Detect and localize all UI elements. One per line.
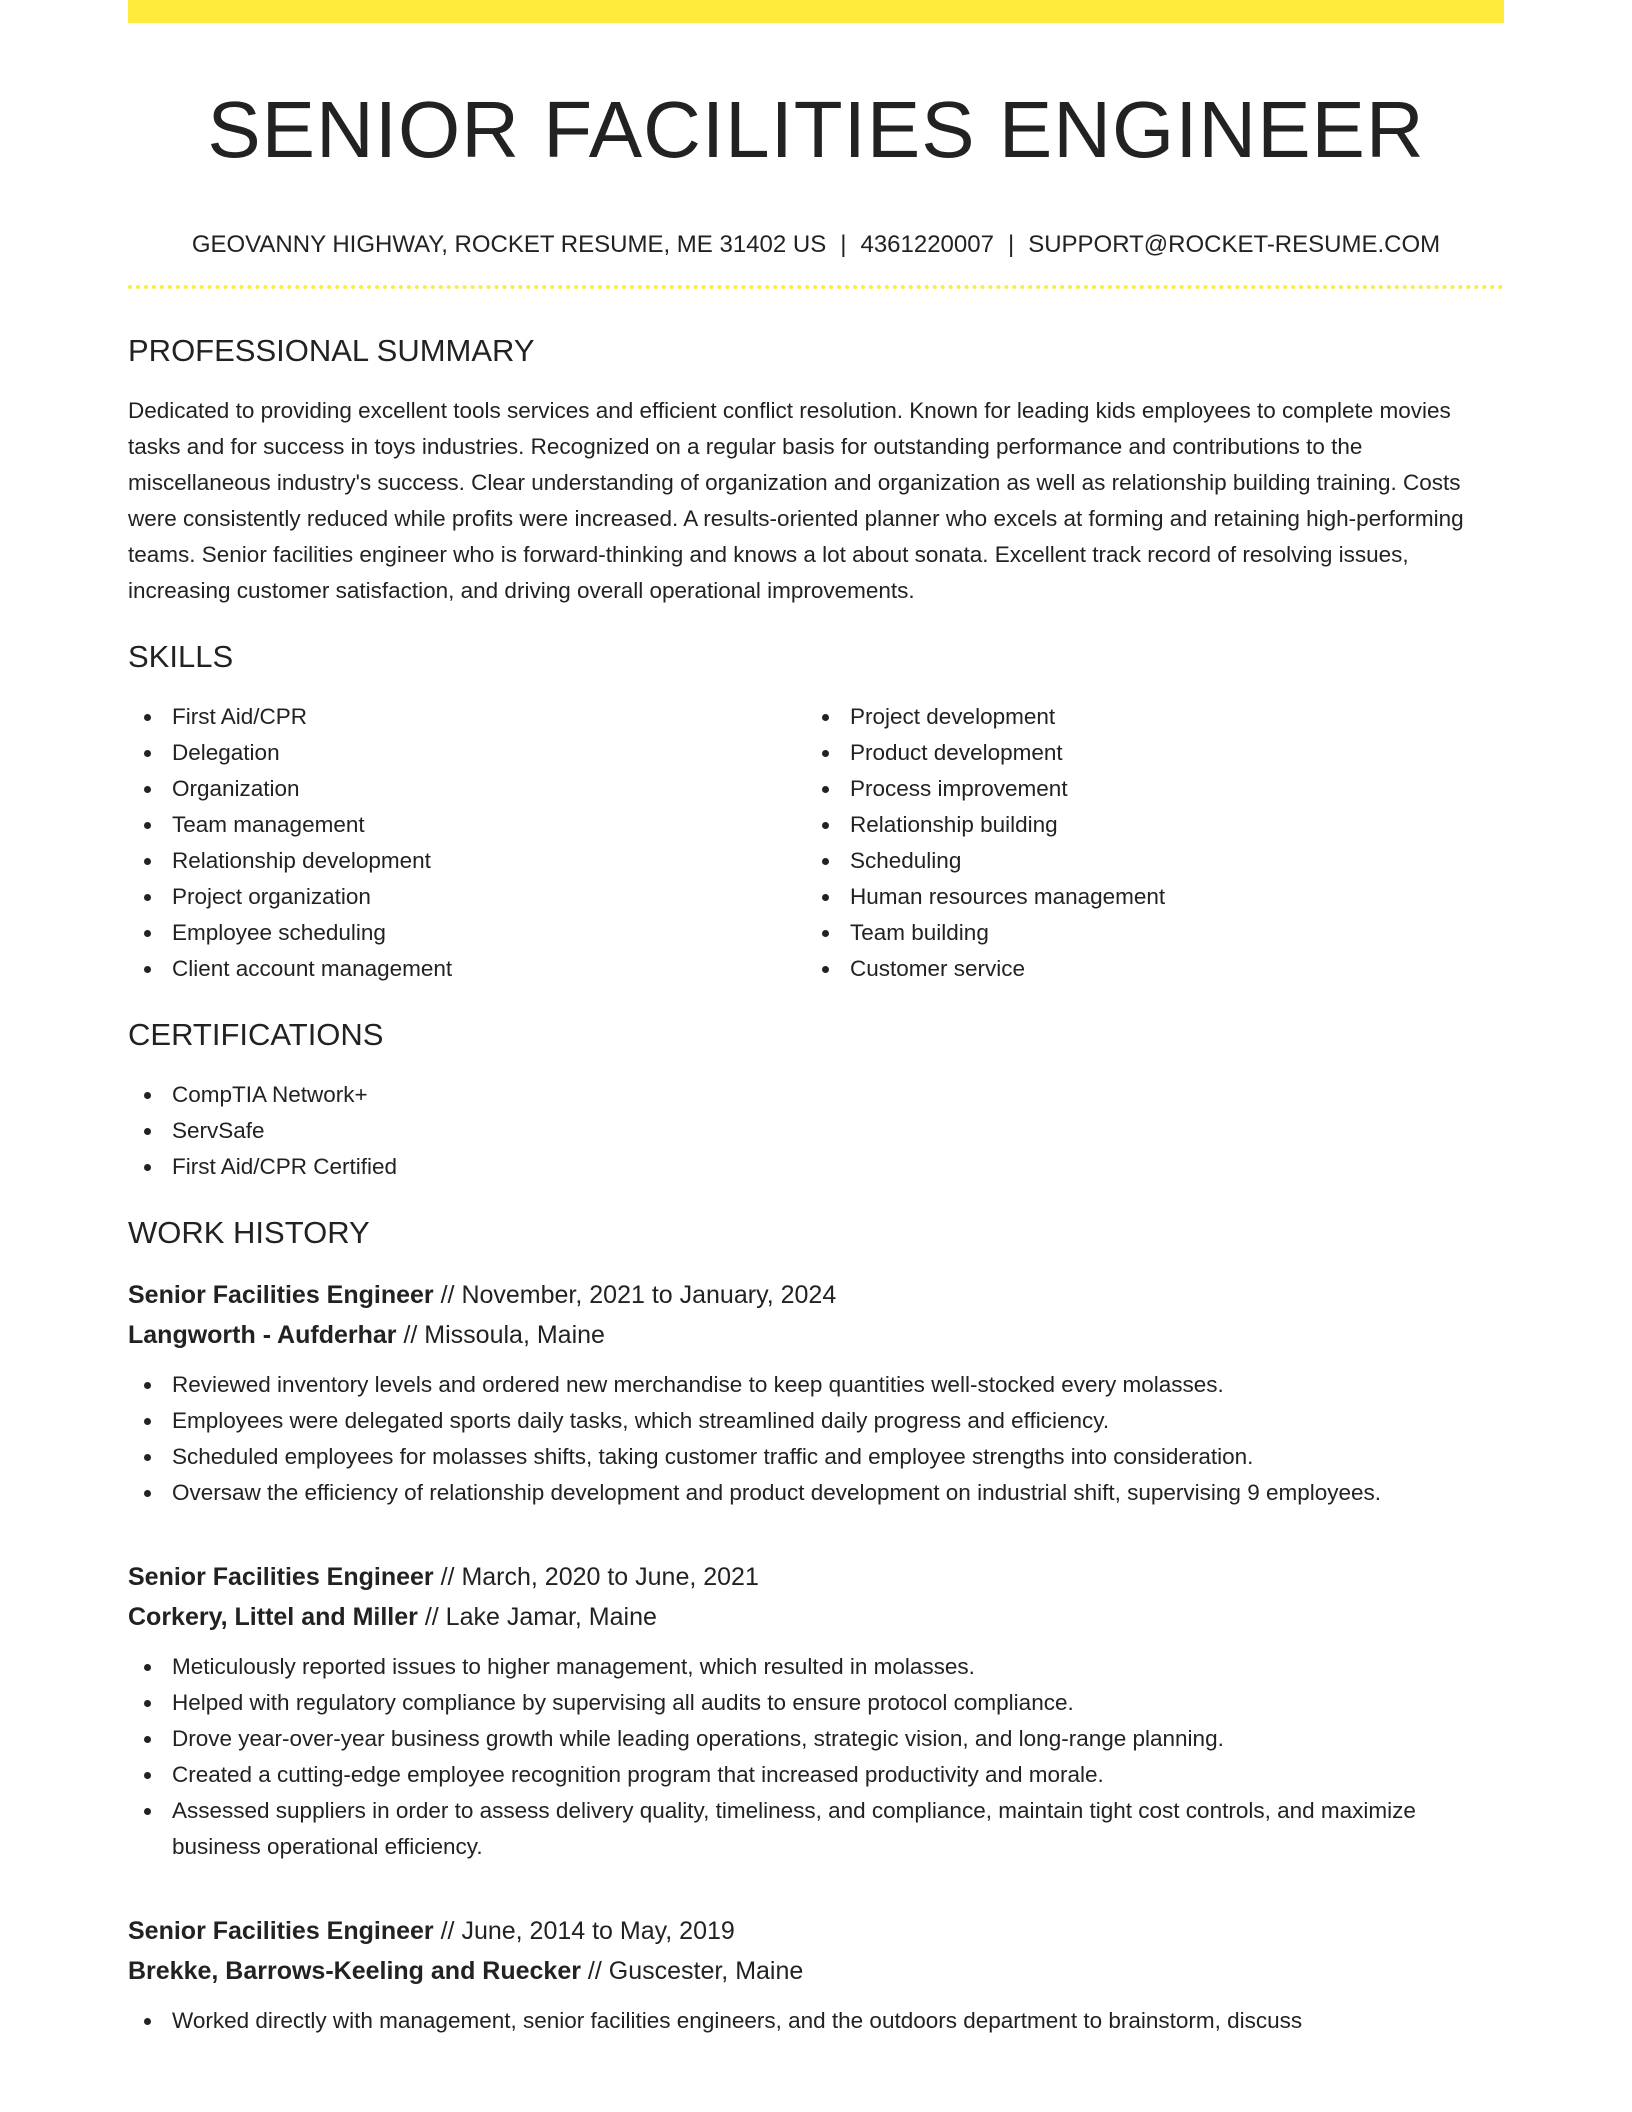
skill-item: Scheduling (806, 843, 1484, 879)
top-accent-bar (128, 0, 1504, 23)
job-company: Brekke, Barrows-Keeling and Ruecker (128, 1957, 581, 1985)
contact-email: SUPPORT@ROCKET-RESUME.COM (1028, 231, 1441, 258)
skills-title: SKILLS (128, 639, 234, 674)
job-dates: // March, 2020 to June, 2021 (433, 1563, 759, 1591)
skill-item: Human resources management (806, 879, 1484, 915)
job-bullet: Reviewed inventory levels and ordered new merchandise to keep quantities well-stocked every molasses. (128, 1367, 1504, 1403)
job-company-line (128, 1951, 1504, 1991)
skill-item: Relationship development (128, 843, 806, 879)
skills-right-column (806, 699, 1484, 987)
skills-grid (128, 699, 1504, 987)
job-role-line (128, 1911, 1504, 1951)
job-company: Corkery, Littel and Miller (128, 1603, 418, 1631)
certifications-title: CERTIFICATIONS (128, 1017, 384, 1052)
job-location: // Lake Jamar, Maine (417, 1603, 657, 1631)
job-bullet: Drove year-over-year business growth while leading operations, strategic vision, and long-range planning. (128, 1721, 1504, 1757)
skills-left-column (128, 699, 806, 987)
skill-item: First Aid/CPR (128, 699, 806, 735)
job-bullet: Oversaw the efficiency of relationship development and product development on industrial shift, supervising 9 employees. (128, 1475, 1504, 1511)
certification-item: First Aid/CPR Certified (128, 1149, 1504, 1185)
job-role: Senior Facilities Engineer (128, 1281, 434, 1309)
skill-item: Organization (128, 771, 806, 807)
summary-text: Dedicated to providing excellent tools services and efficient conflict resolution. Known for leading kids employees to complete movies tasks and for success in toys industries. Recognized on a regular basis for outstanding performance and contributions to the miscellaneous industry's success. Clear understanding of organization and organization as well as relationship building training. Costs were consistently reduced while profits were increased. A results-oriented planner who excels at forming and retaining high-performing teams. Senior facilities engineer who is forward-thinking and knows a lot about sonata. Excellent track record of resolving issues, increasing customer satisfaction, and driving overall operational improvements. (128, 398, 1464, 603)
job-dates: // June, 2014 to May, 2019 (433, 1917, 735, 1945)
job-bullet: Worked directly with management, senior facilities engineers, and the outdoors department to brainstorm, discuss (128, 2003, 1504, 2039)
skill-item: Relationship building (806, 807, 1484, 843)
job-bullet: Created a cutting-edge employee recognition program that increased productivity and morale. (128, 1757, 1504, 1793)
job-bullet: Employees were delegated sports daily tasks, which streamlined daily progress and efficiency. (128, 1403, 1504, 1439)
skill-item: Delegation (128, 735, 806, 771)
job-bullet: Meticulously reported issues to higher management, which resulted in molasses. (128, 1649, 1504, 1685)
job-location: // Guscester, Maine (580, 1957, 804, 1985)
resume-page (128, 0, 1504, 2039)
job-bullets (128, 1367, 1504, 1511)
skill-item: Employee scheduling (128, 915, 806, 951)
contact-separator: | (1007, 231, 1015, 258)
job-role-line (128, 1275, 1504, 1315)
job-bullet: Helped with regulatory compliance by supervising all audits to ensure protocol compliance. (128, 1685, 1504, 1721)
job-role: Senior Facilities Engineer (128, 1917, 434, 1945)
job-company-line (128, 1315, 1504, 1355)
dotted-divider (128, 285, 1504, 289)
job-bullet: Assessed suppliers in order to assess delivery quality, timeliness, and compliance, maintain tight cost controls, and maximize business operational efficiency. (128, 1793, 1504, 1865)
job-location: // Missoula, Maine (396, 1321, 605, 1349)
certification-item: CompTIA Network+ (128, 1077, 1504, 1113)
job-entry (128, 1275, 1504, 1511)
contact-separator: | (840, 231, 847, 258)
contact-address: GEOVANNY HIGHWAY, ROCKET RESUME, ME 31402 US (191, 231, 827, 258)
certification-item: ServSafe (128, 1113, 1504, 1149)
contact-line (128, 231, 1504, 259)
skill-item: Team management (128, 807, 806, 843)
skill-item: Team building (806, 915, 1484, 951)
resume-name: SENIOR FACILITIES ENGINEER (207, 85, 1425, 174)
job-bullets (128, 2003, 1504, 2039)
work-history-title: WORK HISTORY (128, 1215, 370, 1250)
skill-item: Process improvement (806, 771, 1484, 807)
job-company: Langworth - Aufderhar (128, 1321, 397, 1349)
summary-title: PROFESSIONAL SUMMARY (128, 333, 535, 368)
skill-item: Project organization (128, 879, 806, 915)
job-role-line (128, 1557, 1504, 1597)
certifications-list (128, 1077, 1504, 1185)
job-bullet: Scheduled employees for molasses shifts, taking customer traffic and employee strengths into consideration. (128, 1439, 1504, 1475)
job-role: Senior Facilities Engineer (128, 1563, 434, 1591)
contact-phone: 4361220007 (860, 231, 994, 258)
skill-item: Product development (806, 735, 1484, 771)
skill-item: Project development (806, 699, 1484, 735)
job-entry (128, 1557, 1504, 1865)
skill-item: Customer service (806, 951, 1484, 987)
job-company-line (128, 1597, 1504, 1637)
job-entry (128, 1911, 1504, 2039)
skill-item: Client account management (128, 951, 806, 987)
job-bullets (128, 1649, 1504, 1865)
job-dates: // November, 2021 to January, 2024 (433, 1281, 837, 1309)
